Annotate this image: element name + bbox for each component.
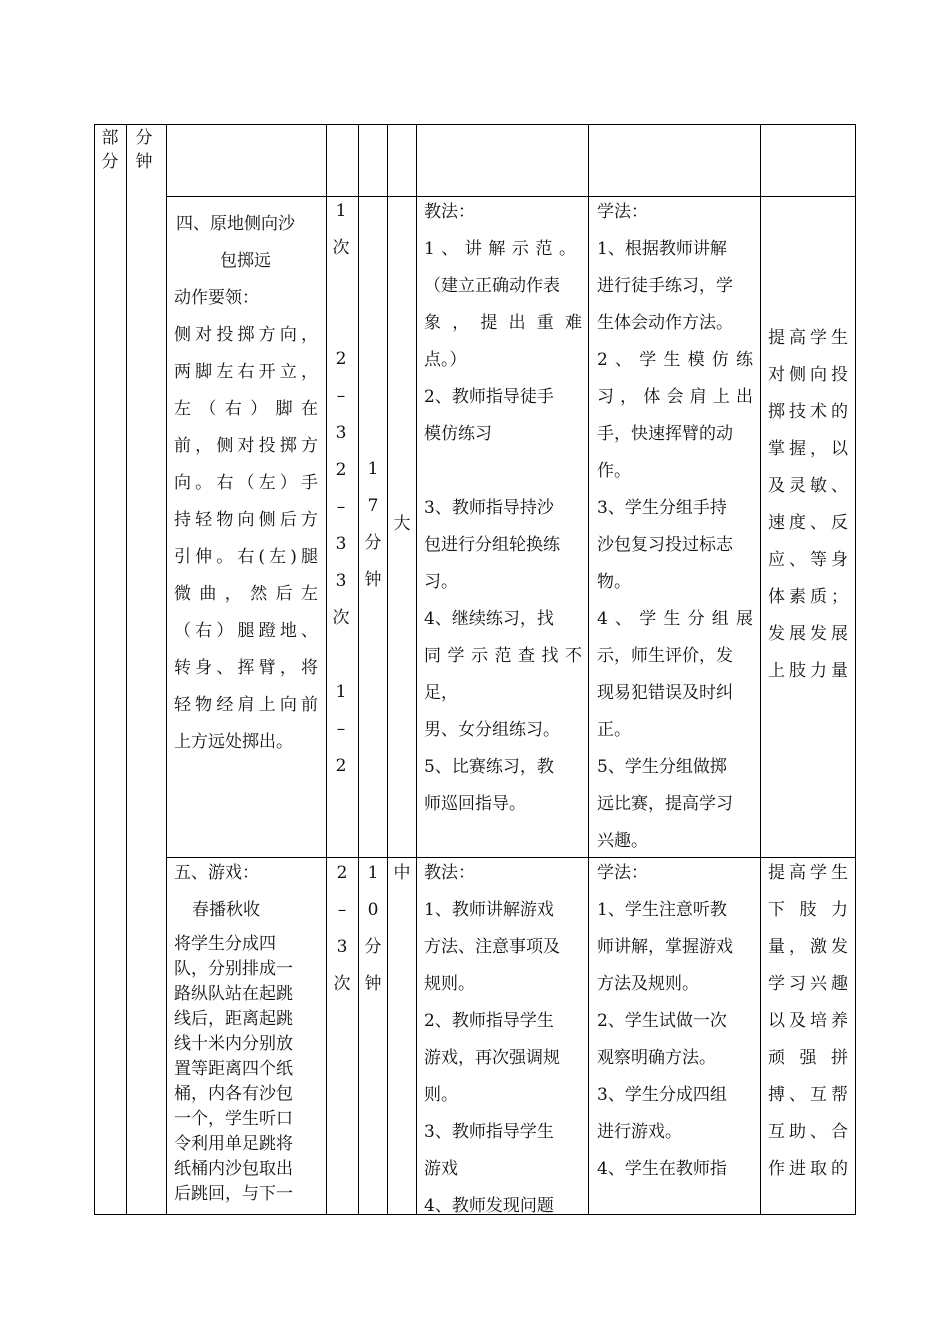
- goal-line: 掷技术的: [768, 402, 848, 422]
- minutes-header-char: 分: [135, 128, 153, 148]
- section-header-char: 分: [101, 152, 119, 172]
- goal-line: 学习兴趣: [768, 974, 848, 994]
- repetitions-2: [331, 855, 353, 1003]
- goal-line: 及灵敏、: [768, 476, 848, 496]
- learning-line: 5、学生分组做掷: [597, 757, 727, 777]
- game-line: 路纵队站在起跳: [174, 984, 293, 1004]
- game-line: 一个，学生听口: [174, 1109, 293, 1129]
- repetitions-char: 3: [335, 534, 347, 554]
- duration-char: 1: [367, 863, 379, 883]
- col-border-2: [166, 124, 167, 1215]
- learning-line: 作。: [597, 461, 631, 481]
- repetitions-char: 2: [335, 349, 347, 369]
- key-points-line: 上方远处掷出。: [174, 732, 293, 752]
- teaching-line: 男、女分组练习。: [424, 720, 560, 740]
- goal-line: 发展发展: [768, 624, 848, 644]
- key-points-label: 动作要领：: [174, 288, 259, 308]
- repetitions-char: 次: [332, 608, 350, 628]
- repetitions-char: 2: [335, 756, 347, 776]
- learning-head: 学法：: [597, 202, 648, 222]
- section-header-char: 部: [101, 128, 119, 148]
- game-line: 令利用单足跳将: [174, 1134, 293, 1154]
- col-border-9: [855, 124, 856, 1215]
- goal-line: 量，激发: [768, 937, 848, 957]
- teaching-line: 3、教师指导学生: [424, 1122, 554, 1142]
- learning-line: 4、学生分组展: [597, 609, 753, 629]
- learning-line: 方法及规则。: [597, 974, 699, 994]
- teaching-line: 3、教师指导持沙: [424, 498, 554, 518]
- goal-line: 应、等身: [768, 550, 848, 570]
- learning-line: 1、根据教师讲解: [597, 239, 727, 259]
- teaching-line: 4、继续练习，找: [424, 609, 554, 629]
- col-border-4: [358, 124, 359, 1215]
- learning-line: 2、学生模仿练: [597, 350, 753, 370]
- teaching-line: 习。: [424, 572, 458, 592]
- intensity-value: 大: [393, 514, 411, 534]
- teaching-line: 师巡回指导。: [424, 794, 526, 814]
- duration-1: [362, 451, 384, 599]
- key-points-line: 向。右（左）手: [174, 473, 318, 493]
- game-line: 将学生分成四: [174, 934, 276, 954]
- learning-methods-2: [597, 855, 753, 1188]
- teaching-line: 规则。: [424, 974, 475, 994]
- duration-char: 7: [367, 496, 379, 516]
- key-points-line: 引伸。右(左)腿: [174, 547, 318, 567]
- key-points-line: 两脚左右开立，: [174, 362, 318, 382]
- minutes-header-char: 钟: [135, 152, 153, 172]
- teaching-line: 2、教师指导徒手: [424, 387, 554, 407]
- duration-char: 0: [367, 900, 379, 920]
- learning-line: 3、学生分成四组: [597, 1085, 727, 1105]
- learning-line: 2、学生试做一次: [597, 1011, 727, 1031]
- col-border-6: [416, 124, 417, 1215]
- goal-2: [768, 855, 848, 1188]
- table-top-border: [94, 124, 856, 125]
- game-description: [174, 932, 314, 1207]
- learning-line: 师讲解，掌握游戏: [597, 937, 733, 957]
- goal-line: 掌握，以: [768, 439, 848, 459]
- repetitions-char: 2: [336, 863, 348, 883]
- activity-title-cont: 包掷远: [220, 251, 271, 271]
- learning-line: 生体会动作方法。: [597, 313, 733, 333]
- repetitions-char: 1: [335, 201, 347, 221]
- key-points-line: （右）腿蹬地、: [174, 621, 318, 641]
- key-points-line: 侧对投掷方向，: [174, 325, 318, 345]
- teaching-line: 点。）: [424, 350, 467, 370]
- teaching-line: 方法、注意事项及: [424, 937, 560, 957]
- teaching-methods-2: [424, 855, 582, 1225]
- learning-line: 进行徒手练习，学: [597, 276, 733, 296]
- repetitions-1: [330, 193, 352, 785]
- goal-line: 速度、反: [768, 513, 848, 533]
- learning-line: 兴趣。: [597, 831, 648, 851]
- repetitions-char: –: [336, 497, 346, 517]
- teaching-line: 包进行分组轮换练: [424, 535, 560, 555]
- repetitions-char: [330, 304, 352, 341]
- activity-title: 五、游戏：: [174, 863, 259, 883]
- goal-line: 搏、互帮: [768, 1085, 848, 1105]
- goal-line: 提高学生: [768, 863, 848, 883]
- key-points-line: 前，侧对投掷方: [174, 436, 318, 456]
- intensity-value: 中: [393, 863, 411, 883]
- learning-line: 观察明确方法。: [597, 1048, 716, 1068]
- goal-line: 体素质；: [768, 587, 848, 607]
- goal-line: 以及培养: [768, 1011, 848, 1031]
- learning-line: 3、学生分组手持: [597, 498, 727, 518]
- goal-line: 上肢力量: [768, 661, 848, 681]
- duration-char: 分: [364, 533, 382, 553]
- intensity-1: [391, 506, 413, 543]
- game-line: 后跳回，与下一: [174, 1184, 293, 1204]
- col-border-1: [126, 124, 127, 1215]
- activity-content-2: [174, 855, 318, 929]
- duration-char: 钟: [364, 974, 382, 994]
- key-points-line: 左（右）脚在: [174, 399, 318, 419]
- goal-1: [768, 320, 848, 690]
- key-points-line: 轻物经肩上向前: [174, 695, 318, 715]
- learning-line: 手，快速挥臂的动: [597, 424, 733, 444]
- learning-line: 现易犯错误及时纠: [597, 683, 733, 703]
- repetitions-char: [330, 637, 352, 674]
- teaching-head: 教法：: [424, 863, 475, 883]
- game-line: 置等距离四个纸: [174, 1059, 293, 1079]
- learning-methods-1: [597, 194, 753, 860]
- duration-char: 钟: [364, 570, 382, 590]
- section-header: [99, 126, 121, 174]
- learning-line: 习，体会肩上出: [597, 387, 753, 407]
- col-border-7: [588, 124, 589, 1215]
- goal-line: 顽强拼: [768, 1048, 848, 1068]
- activity-content-1: [174, 194, 318, 761]
- teaching-line: 则。: [424, 1085, 458, 1105]
- repetitions-char: –: [336, 386, 346, 406]
- goal-line: 对侧向投: [768, 365, 848, 385]
- activity-title-cont: 春播秋收: [192, 900, 260, 920]
- learning-line: 示，师生评价，发: [597, 646, 733, 666]
- game-line: 桶，内各有沙包: [174, 1084, 293, 1104]
- minutes-header: [133, 126, 155, 174]
- teaching-line: 游戏: [424, 1159, 458, 1179]
- repetitions-char: [330, 267, 352, 304]
- learning-line: 4、学生在教师指: [597, 1159, 727, 1179]
- teaching-methods-1: [424, 194, 582, 823]
- goal-line: 作进取的: [768, 1159, 848, 1179]
- repetitions-char: –: [337, 900, 347, 920]
- learning-head: 学法：: [597, 863, 648, 883]
- learning-line: 正。: [597, 720, 631, 740]
- duration-char: 分: [364, 937, 382, 957]
- col-border-0: [94, 124, 95, 1215]
- teaching-head: 教法：: [424, 202, 475, 222]
- key-points-line: 转身、挥臂，将: [174, 658, 318, 678]
- repetitions-char: –: [336, 719, 346, 739]
- goal-line: 下肢力: [768, 900, 848, 920]
- col-border-3: [326, 124, 327, 1215]
- learning-line: 1、学生注意听教: [597, 900, 727, 920]
- teaching-line: 4、教师发现问题: [424, 1196, 554, 1216]
- goal-line: 提高学生: [768, 328, 848, 348]
- col-border-5: [387, 124, 388, 1215]
- teaching-line: 2、教师指导学生: [424, 1011, 554, 1031]
- repetitions-char: 1: [335, 682, 347, 702]
- teaching-line: 象，提出重难: [424, 313, 582, 333]
- teaching-line: 同学示范查找不: [424, 646, 582, 666]
- repetitions-char: 次: [333, 974, 351, 994]
- learning-line: 沙包复习投过标志: [597, 535, 733, 555]
- teaching-line: 模仿练习: [424, 424, 492, 444]
- game-line: 线十米内分别放: [174, 1034, 293, 1054]
- duration-char: 1: [367, 459, 379, 479]
- col-border-8: [760, 124, 761, 1215]
- game-line: 线后，距离起跳: [174, 1009, 293, 1029]
- learning-line: 进行游戏。: [597, 1122, 682, 1142]
- teaching-line: 5、比赛练习，教: [424, 757, 554, 777]
- repetitions-char: 次: [332, 238, 350, 258]
- teaching-line: 足，: [424, 683, 458, 703]
- goal-line: 互助、合: [768, 1122, 848, 1142]
- game-line: 队，分别排成一: [174, 959, 293, 979]
- learning-line: 远比赛，提高学习: [597, 794, 733, 814]
- learning-line: 物。: [597, 572, 631, 592]
- teaching-line: 1、教师讲解游戏: [424, 900, 554, 920]
- teaching-line: [424, 453, 582, 490]
- teaching-line: 游戏，再次强调规: [424, 1048, 560, 1068]
- teaching-line: 1、讲解示范。: [424, 239, 576, 259]
- activity-title: 四、原地侧向沙: [176, 214, 295, 234]
- repetitions-char: 3: [335, 571, 347, 591]
- repetitions-char: 3: [336, 937, 348, 957]
- key-points-line: 持轻物向侧后方: [174, 510, 318, 530]
- duration-2: [362, 855, 384, 1003]
- teaching-line: （建立正确动作表: [424, 276, 560, 296]
- repetitions-char: 2: [335, 460, 347, 480]
- key-points-line: 微曲，然后左: [174, 584, 318, 604]
- game-line: 纸桶内沙包取出: [174, 1159, 293, 1179]
- intensity-2: [391, 855, 413, 892]
- repetitions-char: 3: [335, 423, 347, 443]
